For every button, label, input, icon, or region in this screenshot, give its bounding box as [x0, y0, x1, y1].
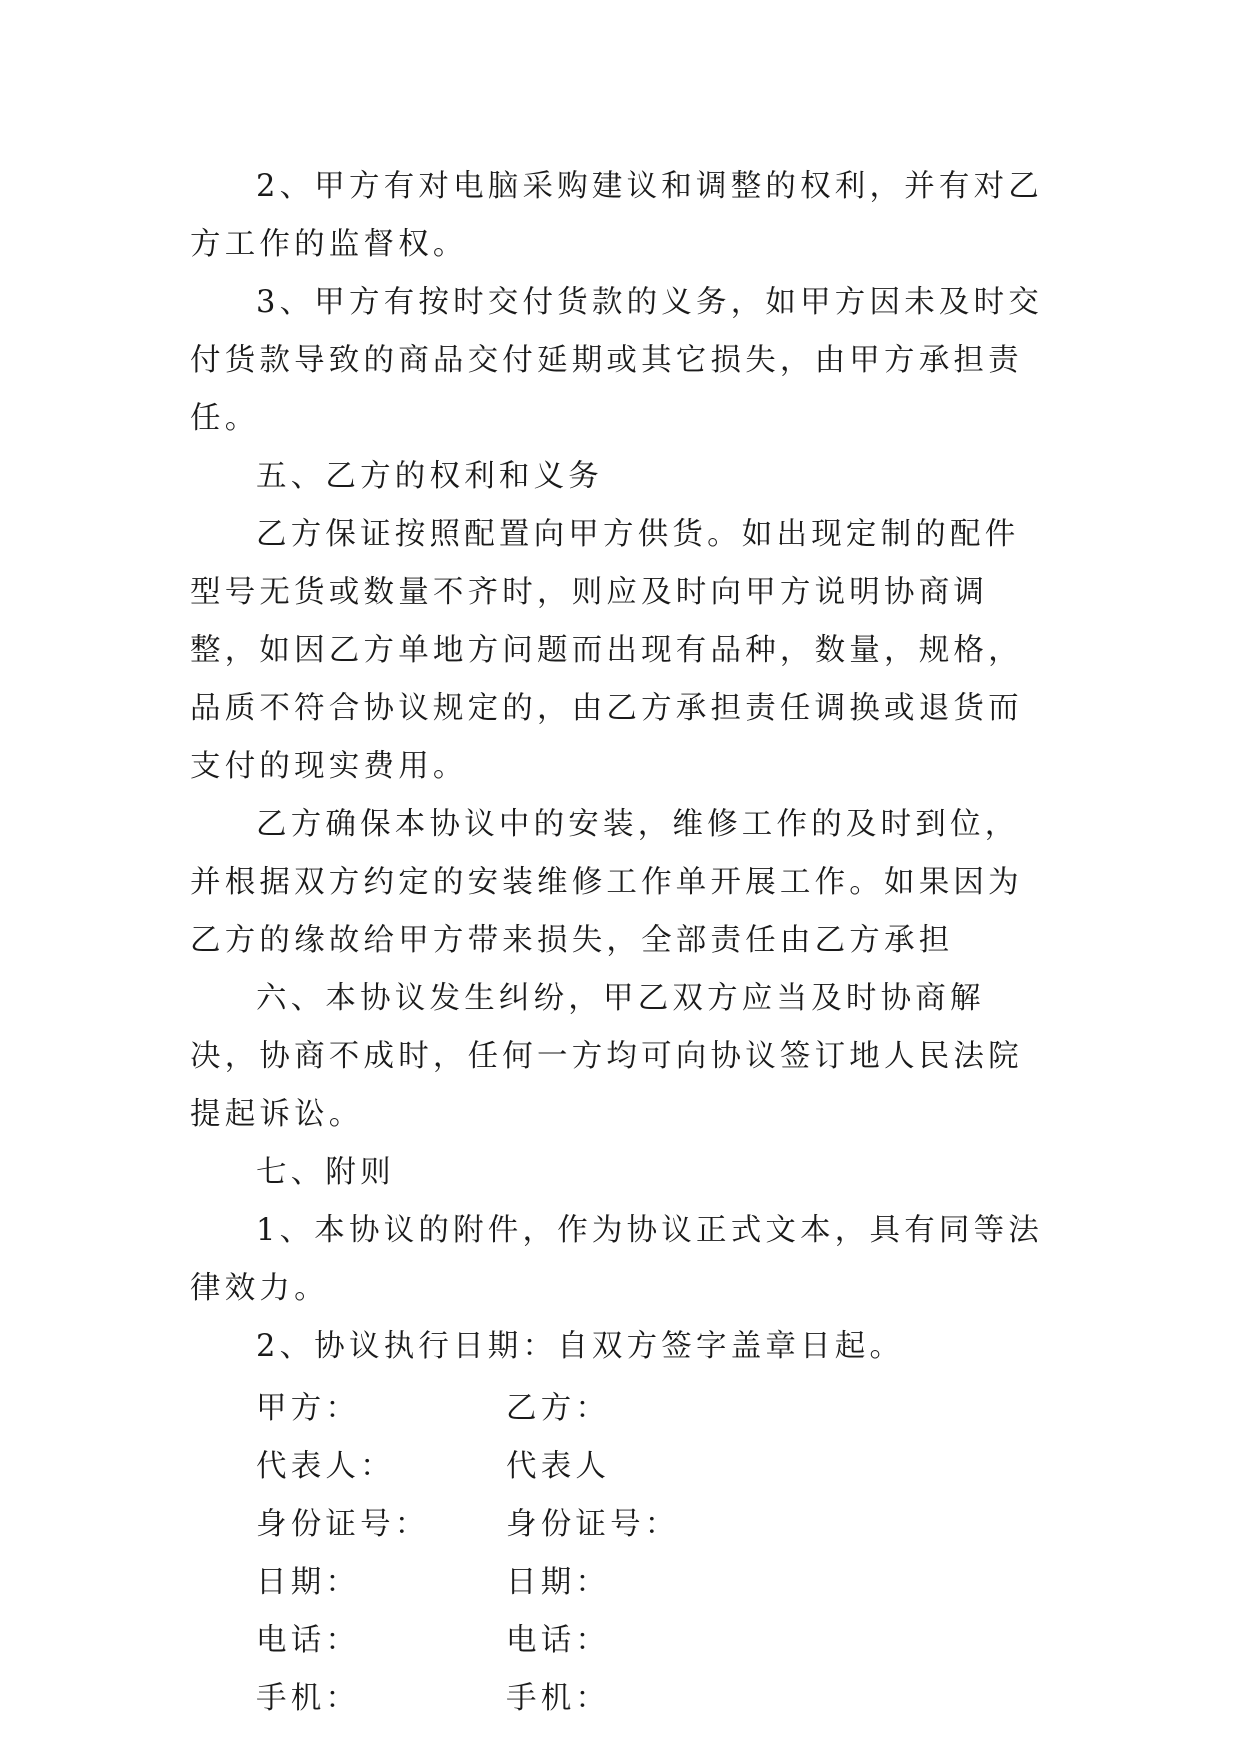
party-a-phone-label: 电话： [256, 1623, 361, 1658]
party-b-label: 乙方： [506, 1391, 611, 1426]
party-b-id-label: 身份证号： [506, 1507, 680, 1542]
party-a-mobile-label: 手机： [256, 1681, 361, 1716]
signature-block [256, 1376, 1052, 1724]
party-a-representative-label: 代表人： [256, 1449, 395, 1484]
clause-party-a-payment-duty: 3、甲方有按时交付货款的义务，如甲方因未及时交付货款导致的商品交付延期或其它损失，由甲方承担责任。 [190, 285, 1044, 436]
signature-row-mobile [256, 1666, 1052, 1724]
clause-party-a-right-supervision: 2、甲方有对电脑采购建议和调整的权利，并有对乙方工作的监督权。 [190, 169, 1044, 262]
signature-row-party [256, 1376, 1052, 1434]
clause-attachments: 1、本协议的附件，作为协议正式文本，具有同等法律效力。 [190, 1213, 1044, 1306]
signature-row-date [256, 1550, 1052, 1608]
clause-party-b-installation: 乙方确保本协议中的安装，维修工作的及时到位，并根据双方约定的安装维修工作单开展工作。如果因为乙方的缘故给甲方带来损失，全部责任由乙方承担 [190, 807, 1023, 958]
section-heading-party-b: 五、乙方的权利和义务 [256, 459, 603, 494]
party-b-phone-label: 电话： [506, 1623, 611, 1658]
party-a-date-label: 日期： [256, 1565, 361, 1600]
party-b-mobile-label: 手机： [506, 1681, 611, 1716]
signature-row-representative [256, 1434, 1052, 1492]
party-a-label: 甲方： [256, 1391, 361, 1426]
signature-row-id-number [256, 1492, 1052, 1550]
party-b-date-label: 日期： [506, 1565, 611, 1600]
section-heading-supplementary: 七、附则 [256, 1155, 395, 1190]
clause-effective-date: 2、协议执行日期：自双方签字盖章日起。 [256, 1329, 905, 1364]
signature-row-phone [256, 1608, 1052, 1666]
party-a-id-label: 身份证号： [256, 1507, 430, 1542]
party-b-representative-label: 代表人 [506, 1449, 611, 1484]
clause-dispute-resolution: 六、本协议发生纠纷，甲乙双方应当及时协商解决，协商不成时，任何一方均可向协议签订地人民法院提起诉讼。 [190, 981, 1023, 1132]
clause-party-b-supply: 乙方保证按照配置向甲方供货。如出现定制的配件型号无货或数量不齐时，则应及时向甲方说明协商调整，如因乙方单地方问题而出现有品种，数量，规格，品质不符合协议规定的，由乙方承担责任调换或退货而支付的现实费用。 [190, 517, 1023, 784]
document-page [190, 158, 1052, 1724]
